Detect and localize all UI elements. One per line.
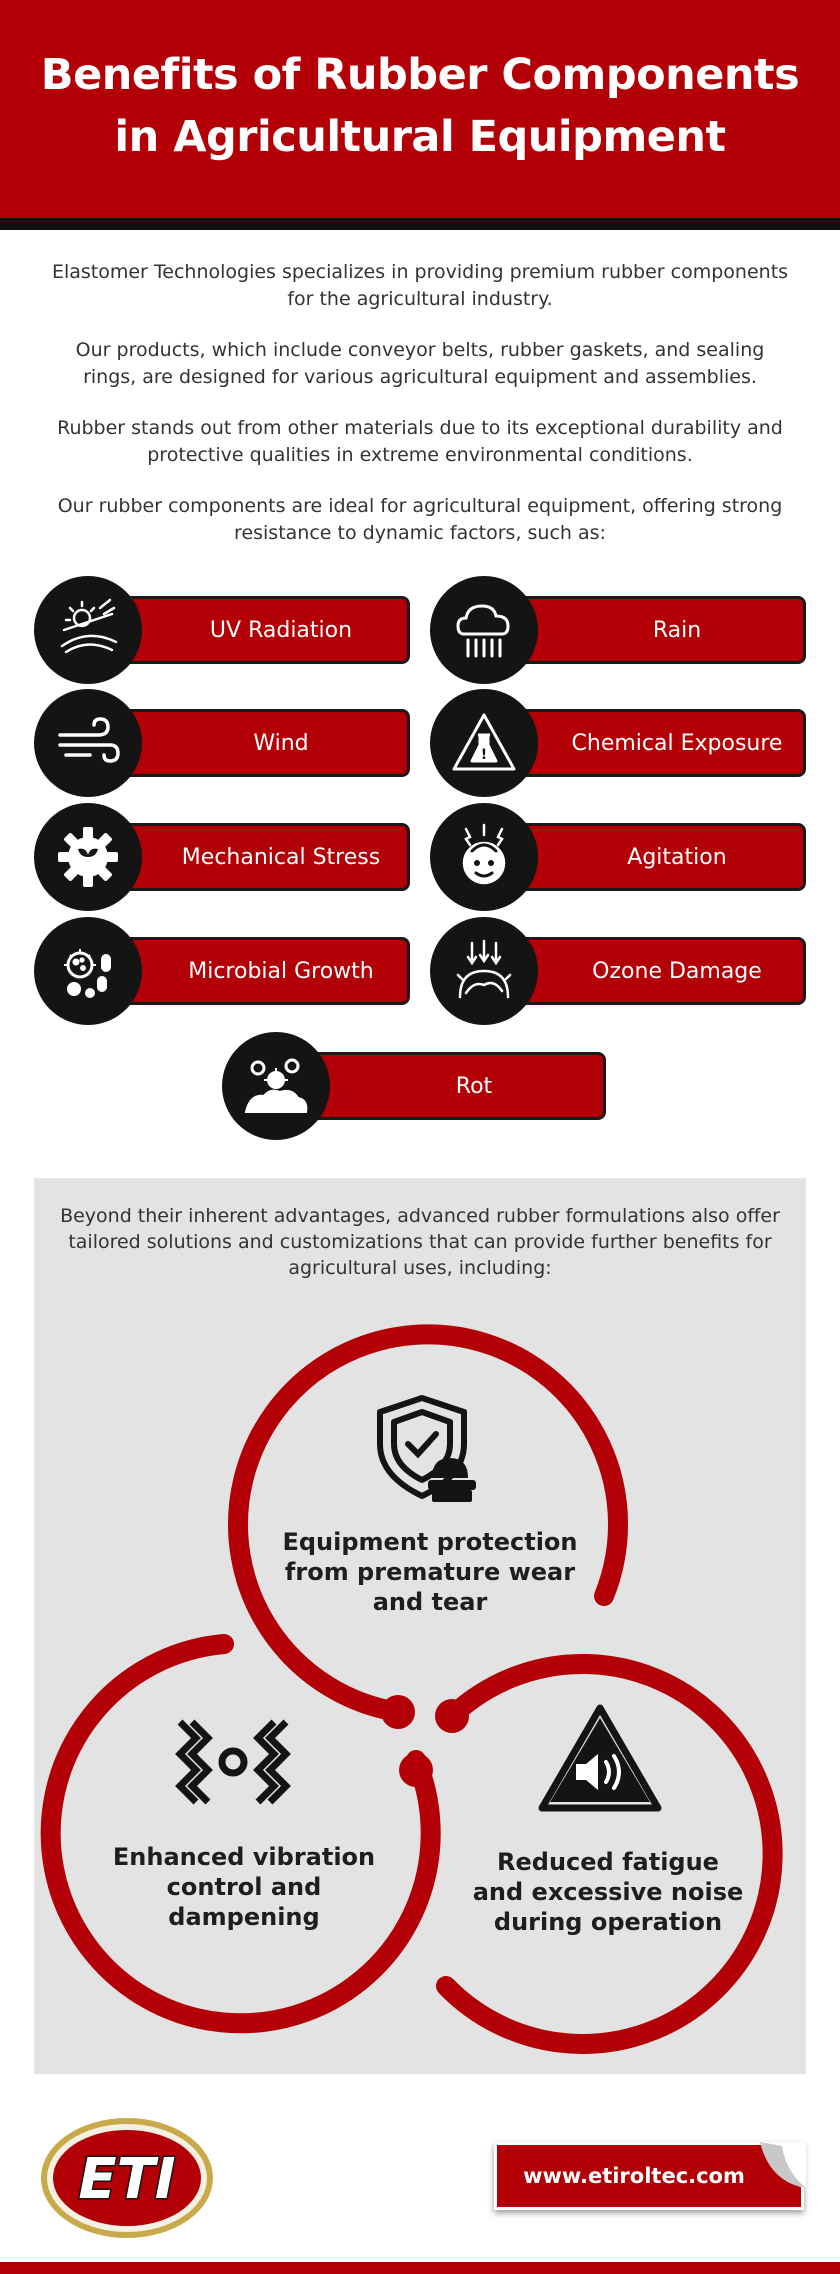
footer-bar [0, 2262, 840, 2274]
microbe-icon [34, 917, 142, 1025]
wind-icon [34, 689, 142, 797]
benefit-vibration-control: Enhanced vibration control and dampening [112, 1843, 376, 1931]
page-curl-icon [760, 2142, 806, 2188]
title-line-2: in Agricultural Equipment [114, 112, 726, 162]
factor-agitation: Agitation [484, 823, 806, 891]
ozone-globe-icon [430, 917, 538, 1025]
factor-chemical-exposure: Chemical Exposure [484, 709, 806, 777]
factor-rain: Rain [484, 596, 806, 664]
intro-paragraph-3: Rubber stands out from other materials due to its exceptional durability and protective qualities in extreme environmental conditions. [57, 417, 783, 466]
website-link[interactable]: www.etiroltec.com [494, 2142, 804, 2210]
benefit-reduced-noise: Reduced fatigue and excessive noise during operation [472, 1848, 744, 1936]
factor-rot: Rot [278, 1052, 606, 1120]
title-line-1: Benefits of Rubber Components [40, 50, 800, 100]
factor-mechanical-stress: Mechanical Stress [88, 823, 410, 891]
factor-microbial-growth: Microbial Growth [88, 937, 410, 1005]
rain-cloud-icon [430, 576, 538, 684]
eti-logo [38, 2114, 216, 2242]
intro-paragraph-1: Elastomer Technologies specializes in providing premium rubber components for the agricultural industry. [51, 261, 789, 310]
rot-icon [222, 1032, 330, 1140]
gear-icon [34, 803, 142, 911]
factor-uv-radiation: UV Radiation [88, 596, 410, 664]
chemical-warning-icon [430, 689, 538, 797]
panel-intro-text: Beyond their inherent advantages, advanced rubber formulations also offer tailored solutions and customizations that can provide further benefits for agricultural uses, including: [60, 1205, 780, 1279]
svg-text:ETI: ETI [78, 2147, 176, 2212]
noise-warning-icon [536, 1702, 664, 1816]
vibration-icon [170, 1716, 296, 1814]
sun-icon [34, 576, 142, 684]
shield-worker-icon [372, 1392, 484, 1504]
factor-wind: Wind [88, 709, 410, 777]
header-divider [0, 218, 840, 230]
intro-paragraph-4: Our rubber components are ideal for agricultural equipment, offering strong resistance to dynamic factors, such as: [57, 495, 783, 544]
benefit-equipment-protection: Equipment protection from premature wear and tear [282, 1528, 578, 1616]
factor-ozone-damage: Ozone Damage [484, 937, 806, 1005]
page-title [0, 44, 840, 168]
agitated-face-icon [430, 803, 538, 911]
svg-text:!: ! [480, 747, 488, 763]
intro-paragraph-2: Our products, which include conveyor belts, rubber gaskets, and sealing rings, are designed for various agricultural equipment and assemblies. [75, 339, 765, 388]
